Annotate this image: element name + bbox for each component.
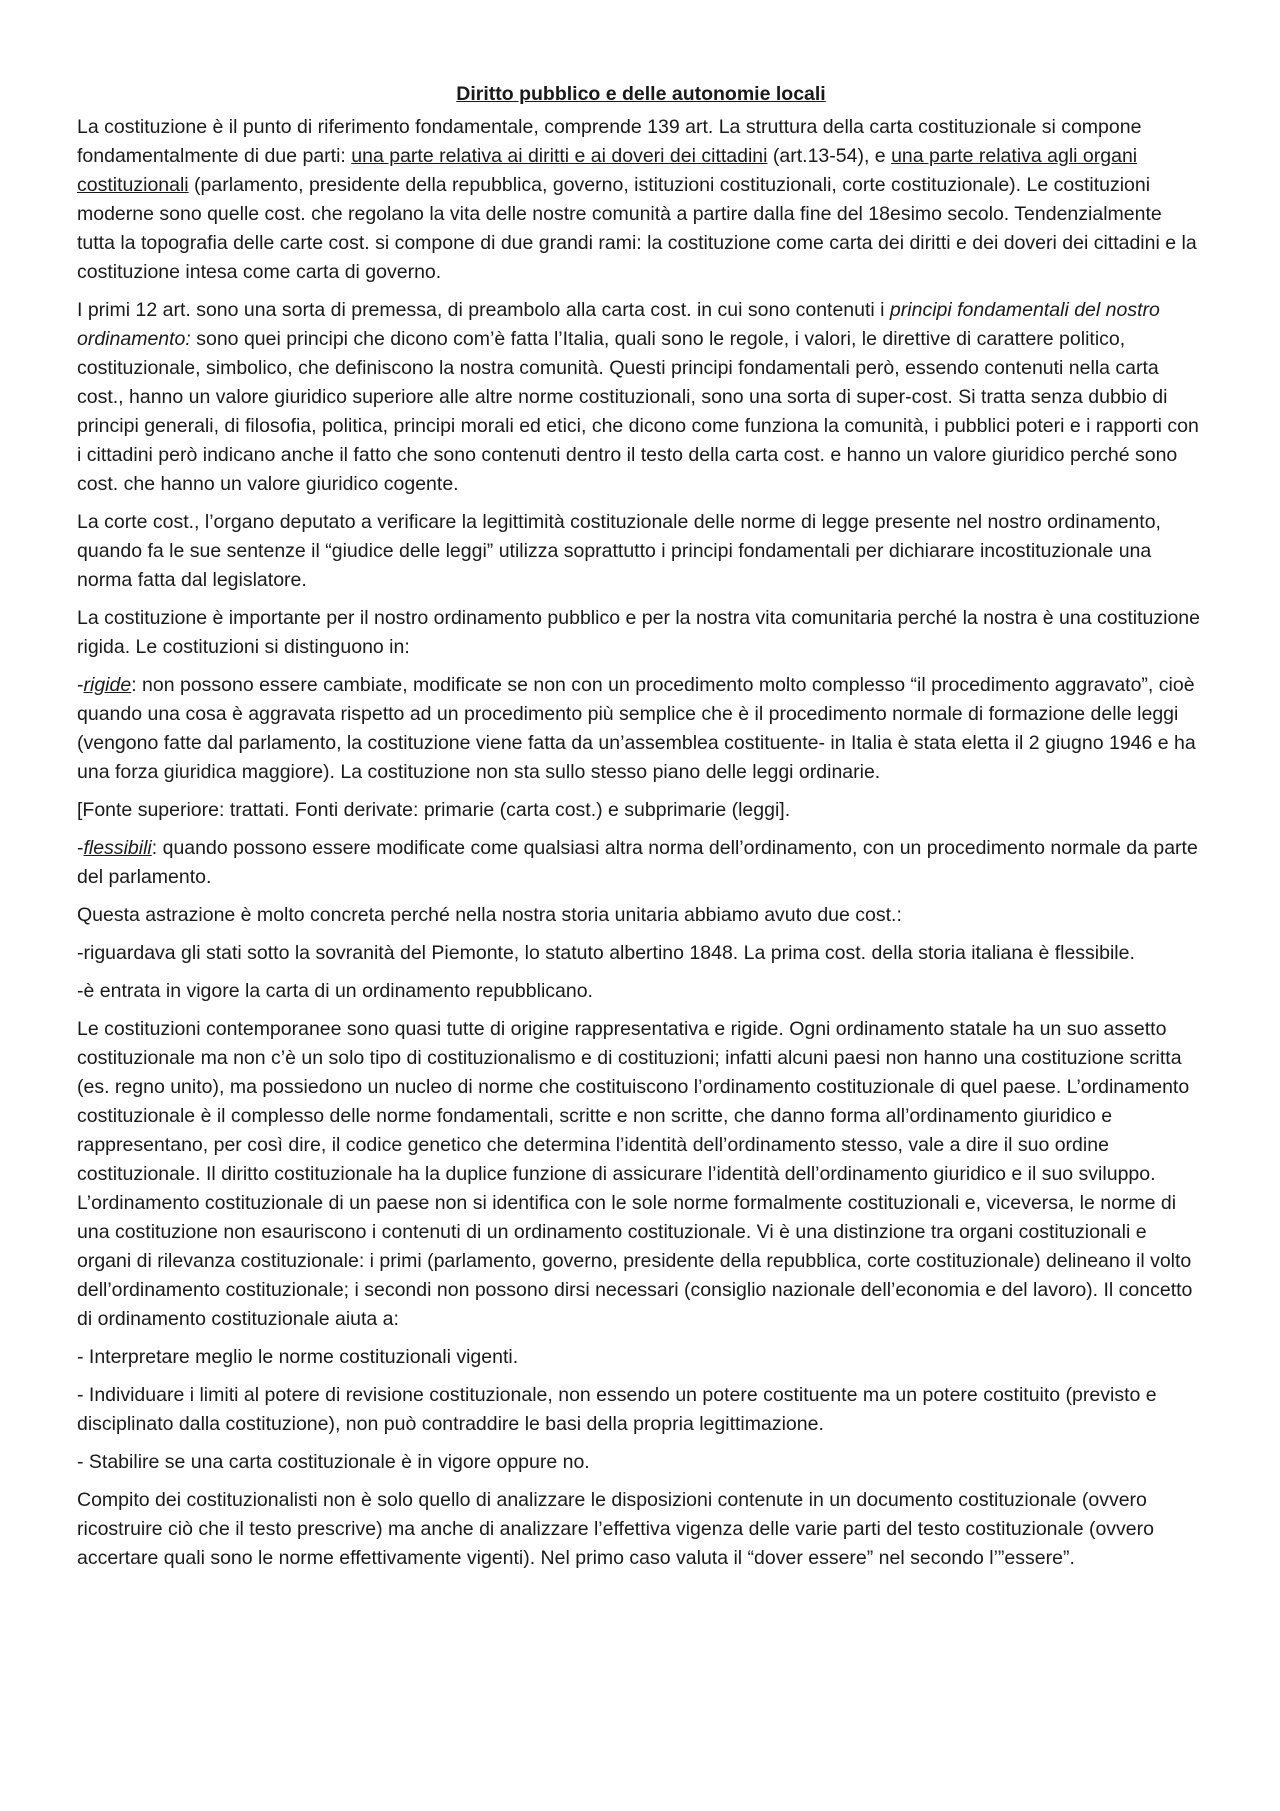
paragraph-intro-text-c: (parlamento, presidente della repubblica, governo, istituzioni costituzionali, corte costituzionale). Le costituzioni moderne sono quelle cost. che regolano la vita delle nostre comunità a partire dalla fine del 18esimo secolo. Tendenzialmente tutta la topografia delle carte cost. si compone di due grandi rami: la costituzione come carta dei diritti e dei doveri dei cittadini e la costituzione intesa come carta di governo. (77, 174, 1197, 283)
list-item-interpretare: - Interpretare meglio le norme costituzionali vigenti. (77, 1346, 519, 1368)
paragraph-statuto: -riguardava gli stati sotto la sovranità del Piemonte, lo statuto albertino 1848. La prima cost. della storia italiana è flessibile. (77, 942, 1135, 964)
document-title: Diritto pubblico e delle autonomie locali (456, 83, 826, 105)
paragraph-rigida: La costituzione è importante per il nostro ordinamento pubblico e per la nostra vita comunitaria perché la nostra è una costituzione rigida. Le costituzioni si distinguono in: (77, 607, 1200, 658)
paragraph-astrazione: Questa astrazione è molto concreta perché nella nostra storia unitaria abbiamo avuto due cost.: (77, 904, 902, 926)
paragraph-principles-italic: principi fondamentali del nostro ordinamento: (77, 299, 1160, 350)
rigide-term: rigide (83, 674, 132, 696)
paragraph-rigide (77, 671, 1205, 787)
paragraph-repubblicano: -è entrata in vigore la carta di un ordinamento repubblicano. (77, 980, 593, 1002)
flessibili-text: : quando possono essere modificate come qualsiasi altra norma dell’ordinamento, con un procedimento normale da parte del parlamento. (77, 837, 1198, 888)
paragraph-intro-text-a: La costituzione è il punto di riferimento fondamentale, comprende 139 art. La struttura della carta costituzionale si compone fondamentalmente di due parti: (77, 116, 1142, 167)
flessibili-term: flessibili (83, 837, 152, 859)
paragraph-contemporanee: Le costituzioni contemporanee sono quasi tutte di origine rappresentativa e rigide. Ogni ordinamento statale ha un suo assetto costituzionale ma non c’è un solo tipo di costituzionalismo e di costituzioni; infatti alcuni paesi non hanno una costituzione scritta (es. regno unito), ma possiedono un nucleo di norme che costituiscono l’ordinamento costituzionale di quel paese. L’ordinamento costituzionale è il complesso delle norme fondamentali, scritte e non scritte, che danno forma all’ordinamento giuridico e rappresentano, per così dire, il codice genetico che determina l’identità dell’ordinamento stesso, vale a dire il suo ordine costituzionale. Il diritto costituzionale ha la duplice funzione di assicurare l’identità dell’ordinamento giuridico e il suo sviluppo. L’ordinamento costituzionale di un paese non si identifica con le sole norme formalmente costituzionali e, viceversa, le norme di una costituzione non esauriscono i contenuti di un ordinamento costituzionale. Vi è una distinzione tra organi costituzionali e organi di rilevanza costituzionale: i primi (parlamento, governo, presidente della repubblica, corte costituzionale) delineano il volto dell’ordinamento costituzionale; i secondi non possono dirsi necessari (consiglio nazionale dell’economia e del lavoro). Il concetto di ordinamento costituzionale aiuta a: (77, 1018, 1193, 1330)
paragraph-corte: La corte cost., l’organo deputato a verificare la legittimità costituzionale delle norme di legge presente nel nostro ordinamento, quando fa le sue sentenze il “giudice delle leggi” utilizza soprattutto i principi fondamentali per dichiarare incostituzionale una norma fatta dal legislatore. (77, 511, 1161, 591)
paragraph-compito: Compito dei costituzionalisti non è solo quello di analizzare le disposizioni contenute in un documento costituzionale (ovvero ricostruire ciò che il testo prescrive) ma anche di analizzare l’effettiva vigenza delle varie parti del testo costituzionale (ovvero accertare quali sono le norme effettivamente vigenti). Nel primo caso valuta il “dover essere” nel secondo l’”essere”. (77, 1489, 1154, 1569)
list-item-individuare: - Individuare i limiti al potere di revisione costituzionale, non essendo un potere costituente ma un potere costituito (previsto e disciplinato dalla costituzione), non può contraddire le basi della propria legittimazione. (77, 1384, 1157, 1435)
paragraph-intro (77, 113, 1205, 287)
paragraph-principles-text-a: I primi 12 art. sono una sorta di premessa, di preambolo alla carta cost. in cui sono contenuti i (77, 299, 890, 321)
paragraph-intro-underline-organs: una parte relativa agli organi costituzionali (77, 145, 1138, 196)
rigide-dash: - (77, 674, 84, 696)
paragraph-fonti: [Fonte superiore: trattati. Fonti derivate: primarie (carta cost.) e subprimarie (leggi]. (77, 799, 791, 821)
paragraph-intro-text-b: (art.13-54), e (767, 145, 892, 167)
paragraph-intro-underline-rights: una parte relativa ai diritti e ai doveri dei cittadini (351, 145, 768, 167)
rigide-text: : non possono essere cambiate, modificate se non con un procedimento molto complesso “il procedimento aggravato”, cioè quando una cosa è aggravata rispetto ad un procedimento più semplice che è il procedimento normale di formazione delle leggi (vengono fatte dal parlamento, la costituzione viene fatta da un’assemblea costituente- in Italia è stata eletta il 2 giugno 1946 e ha una forza giuridica maggiore). La costituzione non sta sullo stesso piano delle leggi ordinarie. (77, 674, 1196, 783)
flessibili-dash: - (77, 837, 84, 859)
paragraph-flessibili (77, 834, 1205, 892)
list-item-stabilire: - Stabilire se una carta costituzionale è in vigore oppure no. (77, 1451, 590, 1473)
paragraph-principles (77, 296, 1205, 499)
paragraph-principles-text-b: sono quei principi che dicono com’è fatta l’Italia, quali sono le regole, i valori, le direttive di carattere politico, costituzionale, simbolico, che definiscono la nostra comunità. Questi principi fondamentali però, essendo contenuti nella carta cost., hanno un valore giuridico superiore alle altre norme costituzionali, sono una sorta di super-cost. Si tratta senza dubbio di principi generali, di filosofia, politica, principi morali ed etici, che dicono come funziona la comunità, i pubblici poteri e i rapporti con i cittadini però indicano anche il fatto che sono contenuti dentro il testo della carta cost. e hanno un valore giuridico perché sono cost. che hanno un valore giuridico cogente. (77, 328, 1199, 495)
